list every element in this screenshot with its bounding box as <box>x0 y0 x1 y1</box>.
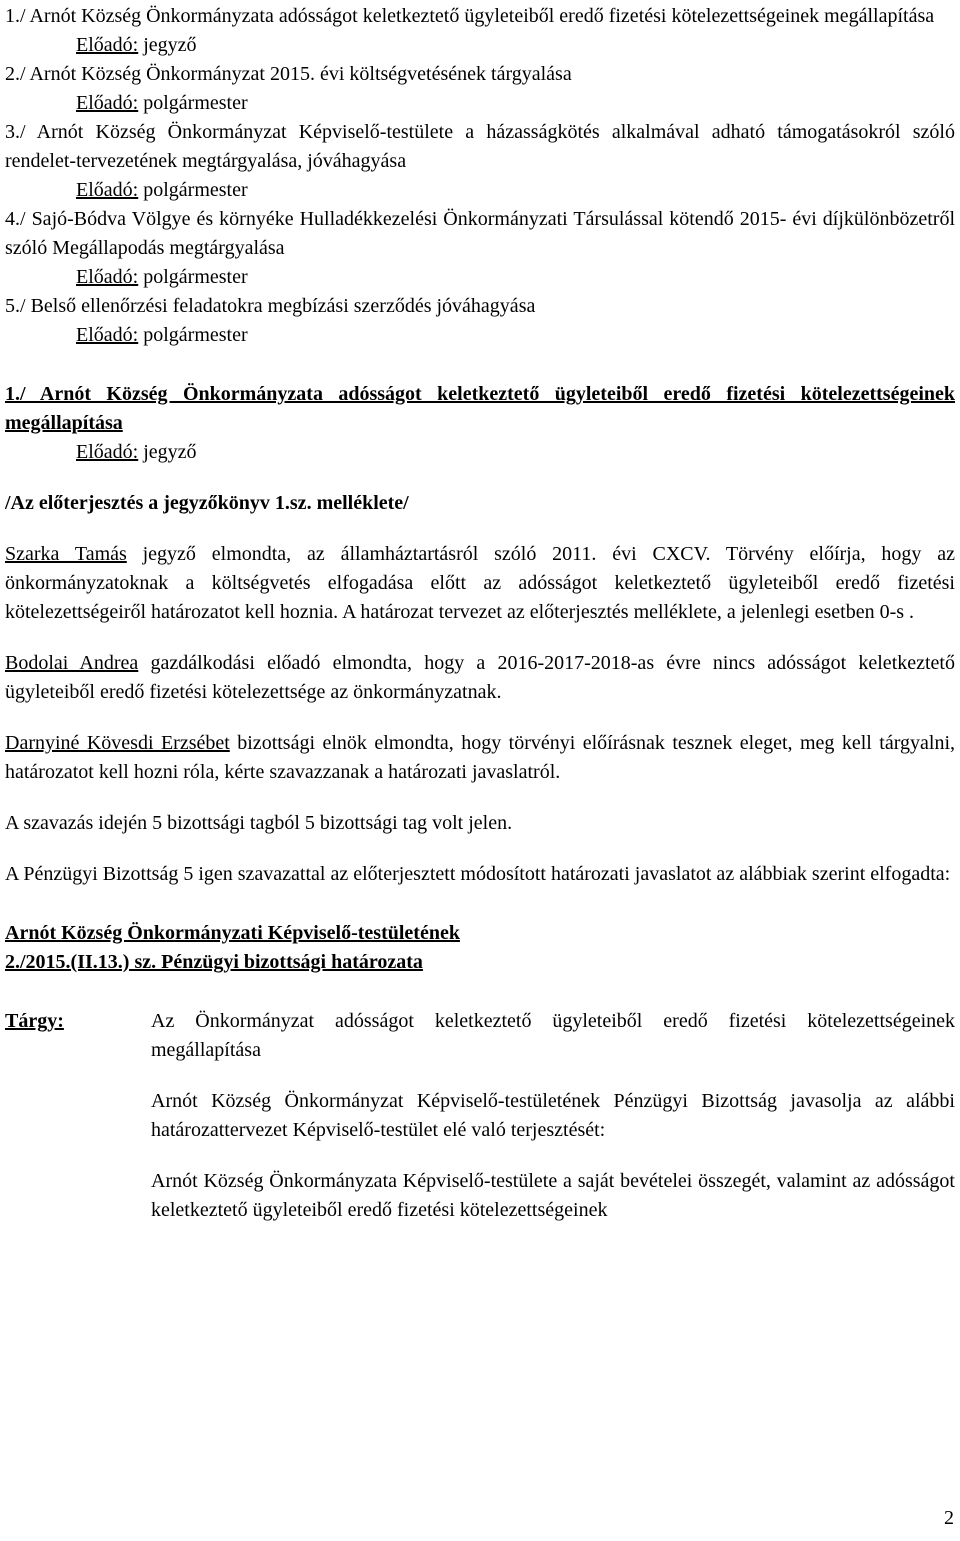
presenter-name: polgármester <box>143 266 248 288</box>
paragraph-vote: A Pénzügyi Bizottság 5 igen szavazattal az előterjesztett módosított határozati javaslatot az alábbiak szerint elfogadta: <box>5 863 951 885</box>
speaker-name: Darnyiné Kövesdi Erzsébet <box>5 732 230 754</box>
agenda-presenter <box>5 89 955 118</box>
agenda-text: Arnót Község Önkormányzata adósságot keletkeztető ügyleteiből eredő fizetési kötelezettségeinek megállapítása <box>29 5 935 27</box>
presenter-name: polgármester <box>143 92 248 114</box>
presenter-name: jegyző <box>143 34 197 56</box>
resolution-title-line2: 2./2015.(II.13.) sz. Pénzügyi bizottsági határozata <box>5 951 423 973</box>
agenda-number: 1./ <box>5 5 26 27</box>
presenter-name: polgármester <box>143 324 248 346</box>
resolution-body-2: Arnót Község Önkormányzata Képviselő-testülete a saját bevételei összegét, valamint az adósságot keletkeztető ügyleteiből eredő fizetési kötelezettségeinek <box>151 1170 955 1221</box>
section-block <box>5 380 955 518</box>
resolution-title-line1: Arnót Község Önkormányzati Képviselő-testületének <box>5 922 460 944</box>
agenda-text: Arnót Község Önkormányzat 2015. évi költségvetésének tárgyalása <box>29 63 572 85</box>
paragraph-quorum: A szavazás idején 5 bizottsági tagból 5 bizottsági tag volt jelen. <box>5 812 513 834</box>
agenda-text: Arnót Község Önkormányzat Képviselő-testülete a házasságkötés alkalmával adható támogatásokról szóló rendelet-tervezetének megtárgyalása, jóváhagyása <box>5 121 955 172</box>
agenda-number: 3./ <box>5 121 26 143</box>
resolution-subject <box>5 1007 955 1225</box>
agenda-number: 2./ <box>5 63 26 85</box>
agenda-item-3 <box>5 118 955 205</box>
agenda-item-5 <box>5 292 955 350</box>
document-page <box>5 2 955 1225</box>
attachment-note: /Az előterjesztés a jegyzőkönyv 1.sz. melléklete/ <box>5 492 409 514</box>
resolution-block <box>5 919 955 1225</box>
paragraph-text: gazdálkodási előadó elmondta, hogy a 2016-2017-2018-as évre nincs adósságot keletkeztető ügyleteiből eredő fizetési kötelezettsége az önkormányzatnak. <box>5 652 955 703</box>
presenter-label: Előadó: <box>76 92 139 114</box>
speaker-name: Bodolai Andrea <box>5 652 139 674</box>
agenda-presenter <box>5 263 955 292</box>
agenda-number: 5./ <box>5 295 26 317</box>
paragraph-text: bizottsági elnök elmondta, hogy törvényi előírásnak tesznek eleget, meg kell tárgyalni, határozatot kell hozni róla, kérte szavazzanak a határozati javaslatról. <box>5 732 955 783</box>
page-number: 2 <box>944 1507 954 1529</box>
agenda-number: 4./ <box>5 208 26 230</box>
presenter-name: polgármester <box>143 179 248 201</box>
presenter-name: jegyző <box>143 441 197 463</box>
subject-label: Tárgy: <box>5 1010 64 1032</box>
paragraph-jegyzo <box>5 540 955 627</box>
agenda-presenter <box>5 176 955 205</box>
agenda-presenter <box>5 31 955 60</box>
agenda-presenter <box>5 321 955 350</box>
subject-text: Az Önkormányzat adósságot keletkeztető ügyleteiből eredő fizetési kötelezettségeinek megállapítása <box>151 1010 955 1061</box>
resolution-body-1: Arnót Község Önkormányzat Képviselő-testületének Pénzügyi Bizottság javasolja az alábbi határozattervezet Képviselő-testület elé való terjesztését: <box>151 1090 955 1141</box>
presenter-label: Előadó: <box>76 266 139 288</box>
section-presenter <box>5 438 955 467</box>
presenter-label: Előadó: <box>76 179 139 201</box>
agenda-item-4 <box>5 205 955 292</box>
presenter-label: Előadó: <box>76 34 139 56</box>
agenda-text: Belső ellenőrzési feladatokra megbízási szerződés jóváhagyása <box>30 295 536 317</box>
section-heading: 1./ Arnót Község Önkormányzata adósságot keletkeztető ügyleteiből eredő fizetési kötelezettségeinek megállapítása <box>5 383 955 434</box>
paragraph-text: jegyző elmondta, az államháztartásról szóló 2011. évi CXCV. Törvény előírja, hogy az önkormányzatoknak a költségvetés elfogadása előtt az adósságot keletkeztető ügyleteiből eredő fizetési kötelezettségeiről határozatot kell hoznia. A határozat tervezet az előterjesztés melléklete, a jelenlegi esetben 0-s . <box>5 543 955 623</box>
paragraph-elnok <box>5 729 955 787</box>
paragraph-eloado <box>5 649 955 707</box>
speaker-name: Szarka Tamás <box>5 543 127 565</box>
agenda-item-2 <box>5 60 955 118</box>
presenter-label: Előadó: <box>76 324 139 346</box>
presenter-label: Előadó: <box>76 441 139 463</box>
agenda-list <box>5 2 955 350</box>
agenda-item-1 <box>5 2 955 60</box>
agenda-text: Sajó-Bódva Völgye és környéke Hulladékkezelési Önkormányzati Társulással kötendő 2015- évi díjkülönbözetről szóló Megállapodás megtárgyalása <box>5 208 955 259</box>
